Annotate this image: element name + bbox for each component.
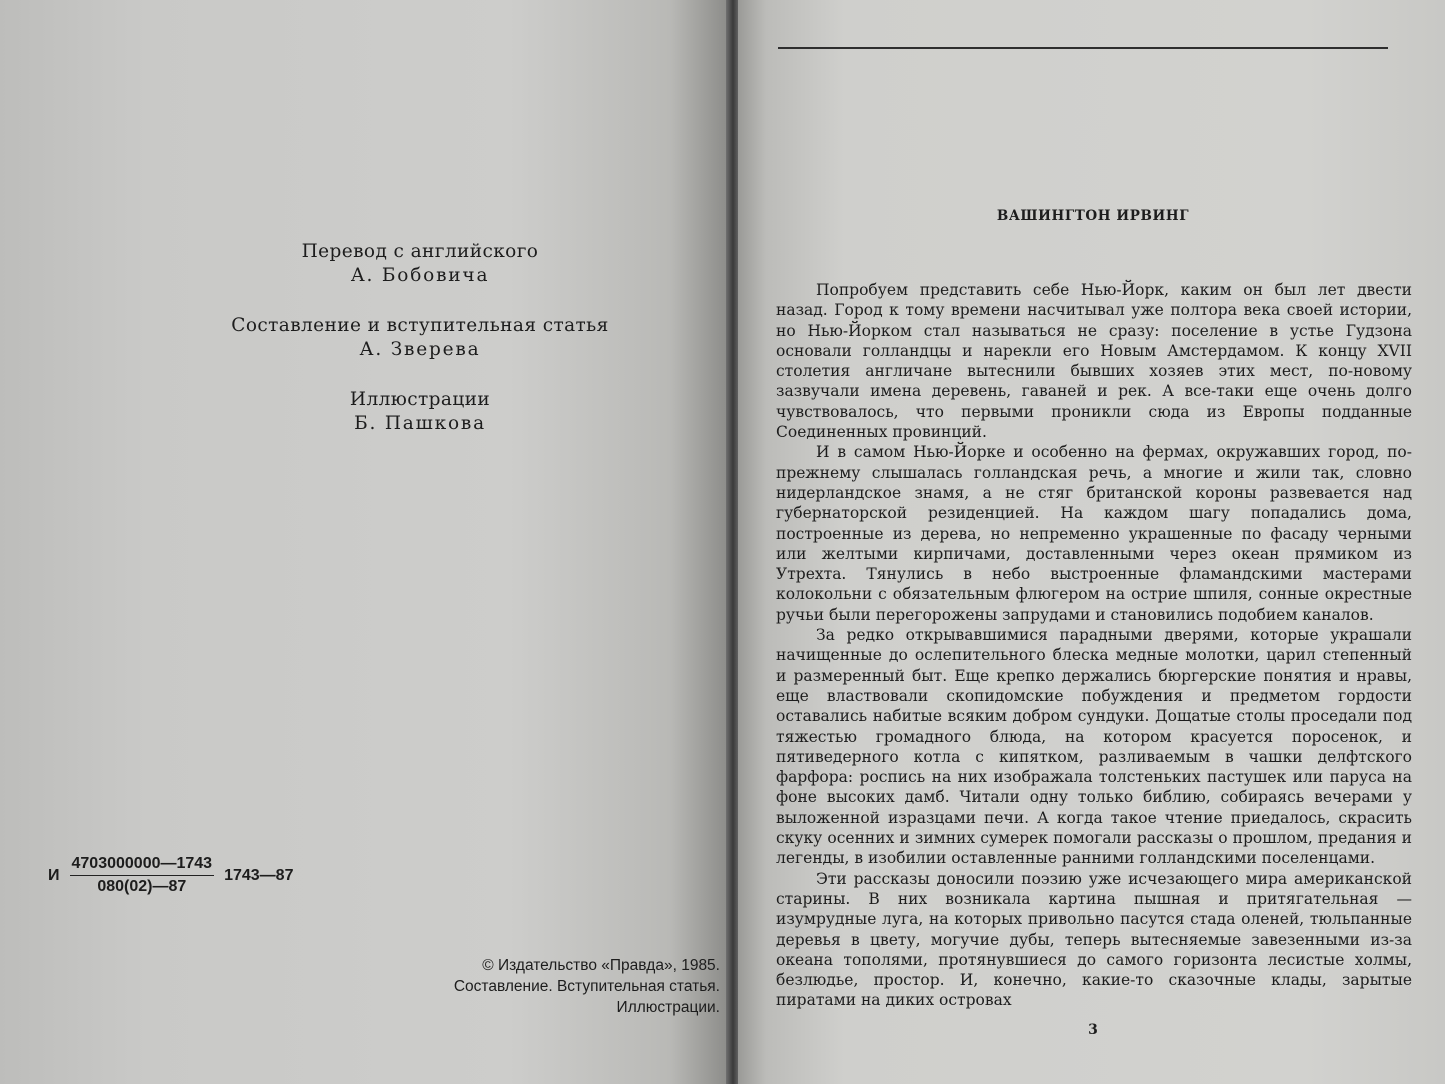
article-body <box>776 280 1412 1011</box>
paragraph: И в самом Нью-Йорке и особенно на фермах, окружавших город, по-прежнему слышалась голландская речь, а многие и жили так, словно нидерландское знамя, а не стяг британской короны развевается над губернаторской резиденцией. На каждом шагу попадались дома, построенные из дерева, но непременно украшенные по фасаду черными или желтыми кирпичами, доставленными через океан прямиком из Утрехта. Тянулись в небо выстроенные фламандскими мастерами колокольни с обязательным флюгером на острие шпиля, сонные окрестные ручьи были перегорожены запрудами и становились подобием каналов. <box>776 443 1412 624</box>
copyright-line: © Издательство «Правда», 1985. <box>482 957 720 974</box>
credit-person: А. Бобовича <box>350 265 490 286</box>
publisher-index-code <box>48 855 293 896</box>
credit-role: Составление и вступительная статья <box>231 315 609 336</box>
index-letter: И <box>48 866 60 884</box>
top-rule <box>778 47 1388 49</box>
copyright-line: Иллюстрации. <box>616 999 720 1016</box>
copyright-line: Составление. Вступительная статья. <box>453 978 720 995</box>
credit-translation <box>200 240 640 288</box>
credit-role: Иллюстрации <box>349 389 491 410</box>
index-denominator: 080(02)—87 <box>97 878 187 895</box>
credit-person: А. Зверева <box>359 339 481 360</box>
right-page <box>738 0 1445 1084</box>
index-tail: 1743—87 <box>224 866 294 884</box>
paragraph: За редко открывавшимися парадными дверями, которые украшали начищенные до ослепительного блеска медные молотки, царил степенный и размеренный быт. Еще крепко держались бюргерские понятия и нравы, еще властвовали скопидомские побуждения и предметом гордости оставались набитые всяким добром сундуки. Дощатые столы проседали под тяжестью громадного блюда, на котором красуется поросенок, и пятиведерного котла с кипятком, разливаемым в чашки делфтского фарфора: роспись на них изображала толстеньких пастушек или паруса на фоне высоких дамб. Читали одну только библию, собираясь вечерами у выложенной изразцами печи. А когда такое чтение приедалось, скрасить скуку осенних и зимних сумерек помогали рассказы о прошлом, предания и легенды, в изобилии оставленные ранними голландскими поселенцами. <box>776 626 1412 868</box>
paragraph: Эти рассказы доносили поэзию уже исчезающего мира американской старины. В них возникала картина пышная и притягательная — изумрудные луга, на которых привольно пасутся стада оленей, тюльпанные деревья в цвету, могучие дубы, теперь вытесняемые завезенными из-за океана тополями, протянувшиеся до самого горизонта лесистые холмы, безлюдье, простор. И, конечно, какие-то сказочные клады, зарытые пиратами на диких островах <box>776 869 1412 1010</box>
credit-role: Перевод с английского <box>301 241 539 262</box>
credit-person: Б. Пашкова <box>354 413 486 434</box>
index-numerator: 4703000000—1743 <box>70 855 215 876</box>
credit-compilation <box>200 314 640 362</box>
copyright-notice <box>454 955 720 1018</box>
credits <box>200 240 640 462</box>
credit-illustrations <box>200 388 640 436</box>
page-number: 3 <box>1088 1022 1098 1038</box>
index-fraction <box>70 855 215 896</box>
paragraph: Попробуем представить себе Нью-Йорк, каким он был лет двести назад. Город к тому времени насчитывал уже полтора века своей истории, но Нью-Йорком стал называться не сразу: поселение в устье Гудзона основали голландцы и нарекли его Новым Амстердамом. К концу XVII столетия англичане вытеснили бывших хозяев этих мест, по-новому зазвучали имена деревень, гаваней и рек. А все-таки еще очень долго чувствовалось, что первыми проникли сюда из Европы подданные Соединенных провинций. <box>776 281 1412 442</box>
article-title: ВАШИНГТОН ИРВИНГ <box>996 208 1190 224</box>
